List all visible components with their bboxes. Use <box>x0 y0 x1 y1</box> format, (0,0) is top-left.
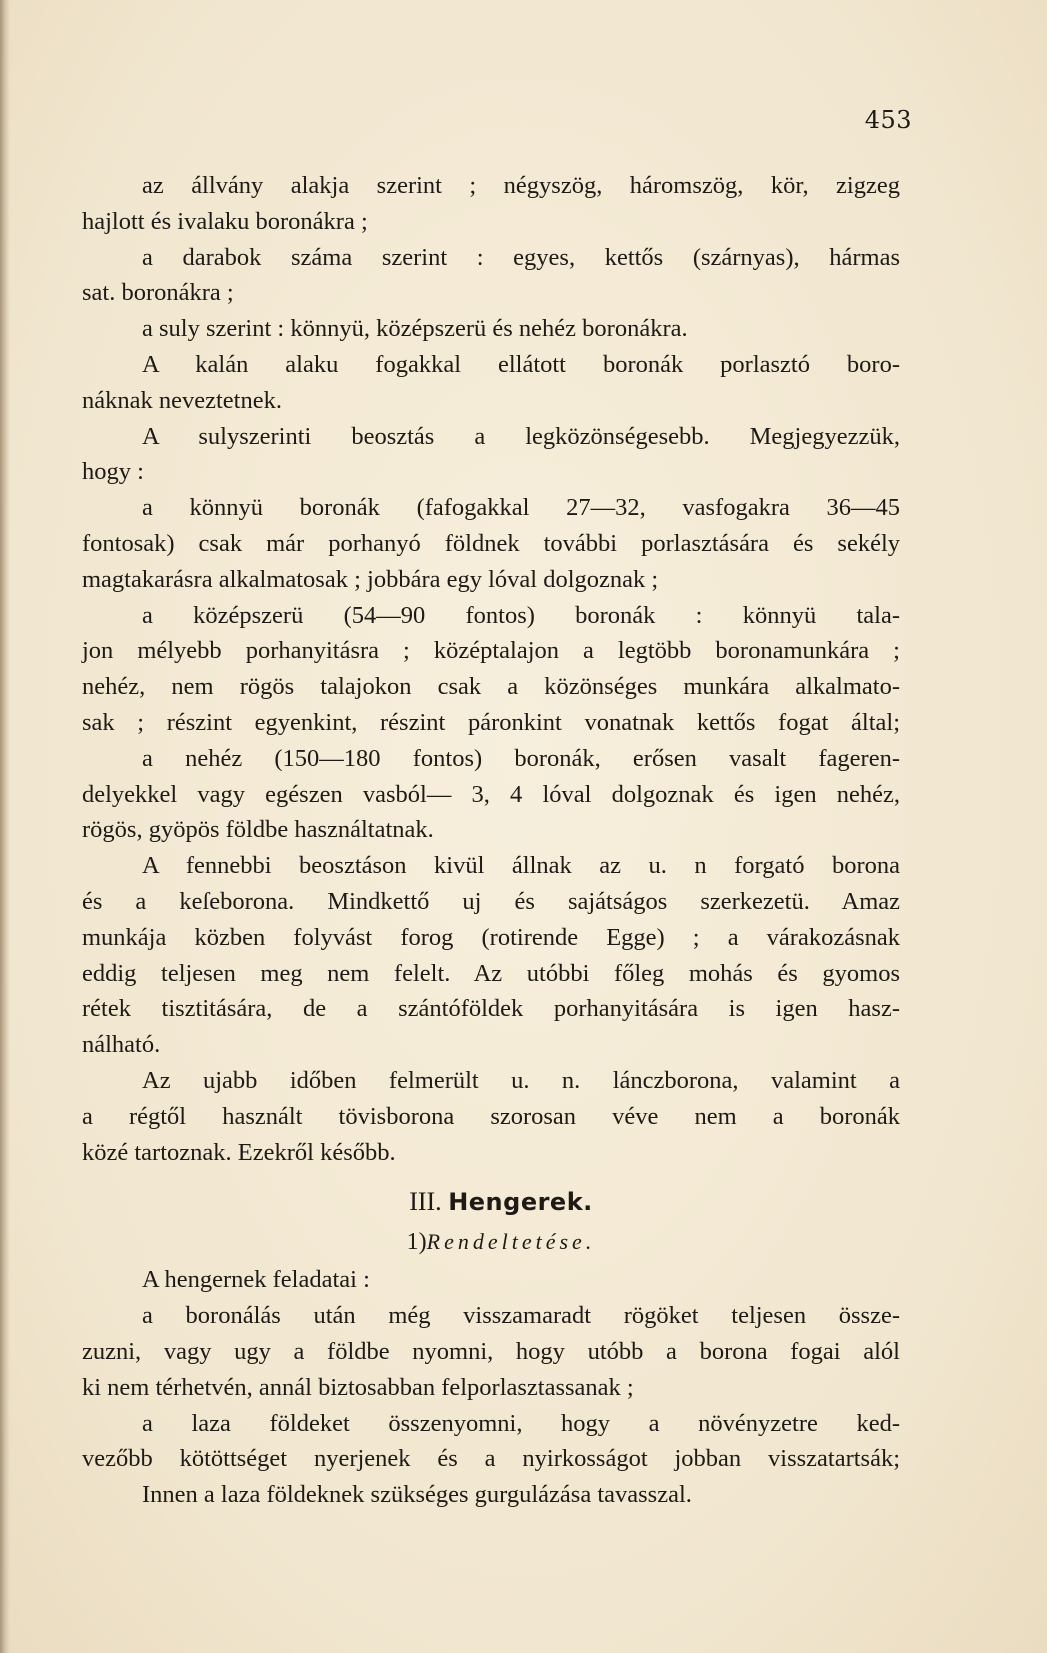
text-line: fontosak) csak már porhanyó földnek további porlasztására és sekély <box>82 529 900 557</box>
section-title: Hengerek. <box>448 1188 593 1217</box>
text-line: ki nem térhetvén, annál biztosabban felporlasztassanak ; <box>82 1373 634 1401</box>
text-line: munkája közben folyvást forog (rotirende Egge) ; a várakozásnak <box>82 923 900 951</box>
text-line: a suly szerint : könnyü, középszerü és nehéz boronákra. <box>142 315 688 343</box>
subsection-number: 1) <box>406 1229 427 1256</box>
subsection-title: Rendeltetése. <box>426 1229 596 1255</box>
section-number: III. <box>409 1187 442 1217</box>
text-line: zuzni, vagy ugy a földbe nyomni, hogy utóbb a borona fogai alól <box>82 1337 900 1365</box>
text-line: a középszerü (54—90 fontos) boronák : könnyü tala- <box>142 601 900 629</box>
text-line: náknak neveztetnek. <box>82 386 282 414</box>
text-line: Az ujabb időben felmerült u. n. lánczborona, valamint a <box>142 1066 900 1094</box>
text-line: a régtől használt tövisborona szorosan véve nem a boronák <box>82 1102 900 1130</box>
text-line: eddig teljesen meg nem felelt. Az utóbbi főleg mohás és gyomos <box>82 959 900 987</box>
text-line: sat. boronákra ; <box>82 279 234 307</box>
text-line: nálható. <box>82 1031 161 1059</box>
text-line: a könnyü boronák (fafogakkal 27—32, vasfogakra 36—45 <box>142 494 900 522</box>
text-line: a nehéz (150—180 fontos) boronák, erősen vasalt fageren- <box>142 744 900 772</box>
page-number: 453 <box>864 106 912 134</box>
text-line: közé tartoznak. Ezekről később. <box>82 1138 396 1166</box>
text-line: vezőbb kötöttséget nyerjenek és a nyirkosságot jobban visszatartsák; <box>82 1445 900 1473</box>
text-line: A hengernek feladatai : <box>142 1266 370 1294</box>
page-binding-edge <box>0 0 10 1653</box>
text-line: magtakarásra alkalmatosak ; jobbára egy lóval dolgoznak ; <box>82 565 659 593</box>
text-line: hajlott és ivalaku boronákra ; <box>82 207 368 235</box>
text-line: sak ; részint egyenkint, részint páronkint vonatnak kettős fogat által; <box>82 708 900 736</box>
subsection-heading <box>82 1222 900 1262</box>
text-line: nehéz, nem rögös talajokon csak a közönséges munkára alkalmato- <box>82 673 900 701</box>
text-line: a laza földeket összenyomni, hogy a növényzetre ked- <box>142 1409 900 1437</box>
text-line: delyekkel vagy egészen vasból— 3, 4 lóval dolgoznak és igen nehéz, <box>82 780 900 808</box>
text-line: rögös, gyöpös földbe használtatnak. <box>82 816 434 844</box>
text-line: A kalán alaku fogakkal ellátott boronák porlasztó boro- <box>142 350 900 378</box>
section-heading <box>82 1182 900 1222</box>
text-line: jon mélyebb porhanyitásra ; középtalajon a legtöbb boronamunkára ; <box>82 637 900 665</box>
text-line: és a keſeborona. Mindkettő uj és sajátságos szerkezetü. Amaz <box>82 887 900 915</box>
text-line: Innen a laza földeknek szükséges gurgulázása tavasszal. <box>142 1481 692 1509</box>
text-line: A fennebbi beosztáson kivül állnak az u. n forgató borona <box>142 852 900 880</box>
text-line: a boronálás után még visszamaradt rögöket teljesen össze- <box>142 1302 900 1330</box>
text-block-boronak <box>82 168 900 1170</box>
page-body <box>82 168 900 1513</box>
text-line: az állvány alakja szerint ; négyszög, háromszög, kör, zigzeg <box>142 172 900 199</box>
text-line: rétek tisztitására, de a szántóföldek porhanyitására is igen hasz- <box>82 995 900 1023</box>
text-line: a darabok száma szerint : egyes, kettős (szárnyas), hármas <box>142 243 900 271</box>
text-line: A sulyszerinti beosztás a legközönségesebb. Megjegyezzük, <box>142 422 900 450</box>
text-block-hengerek <box>82 1262 900 1513</box>
text-line: hogy : <box>82 458 144 486</box>
